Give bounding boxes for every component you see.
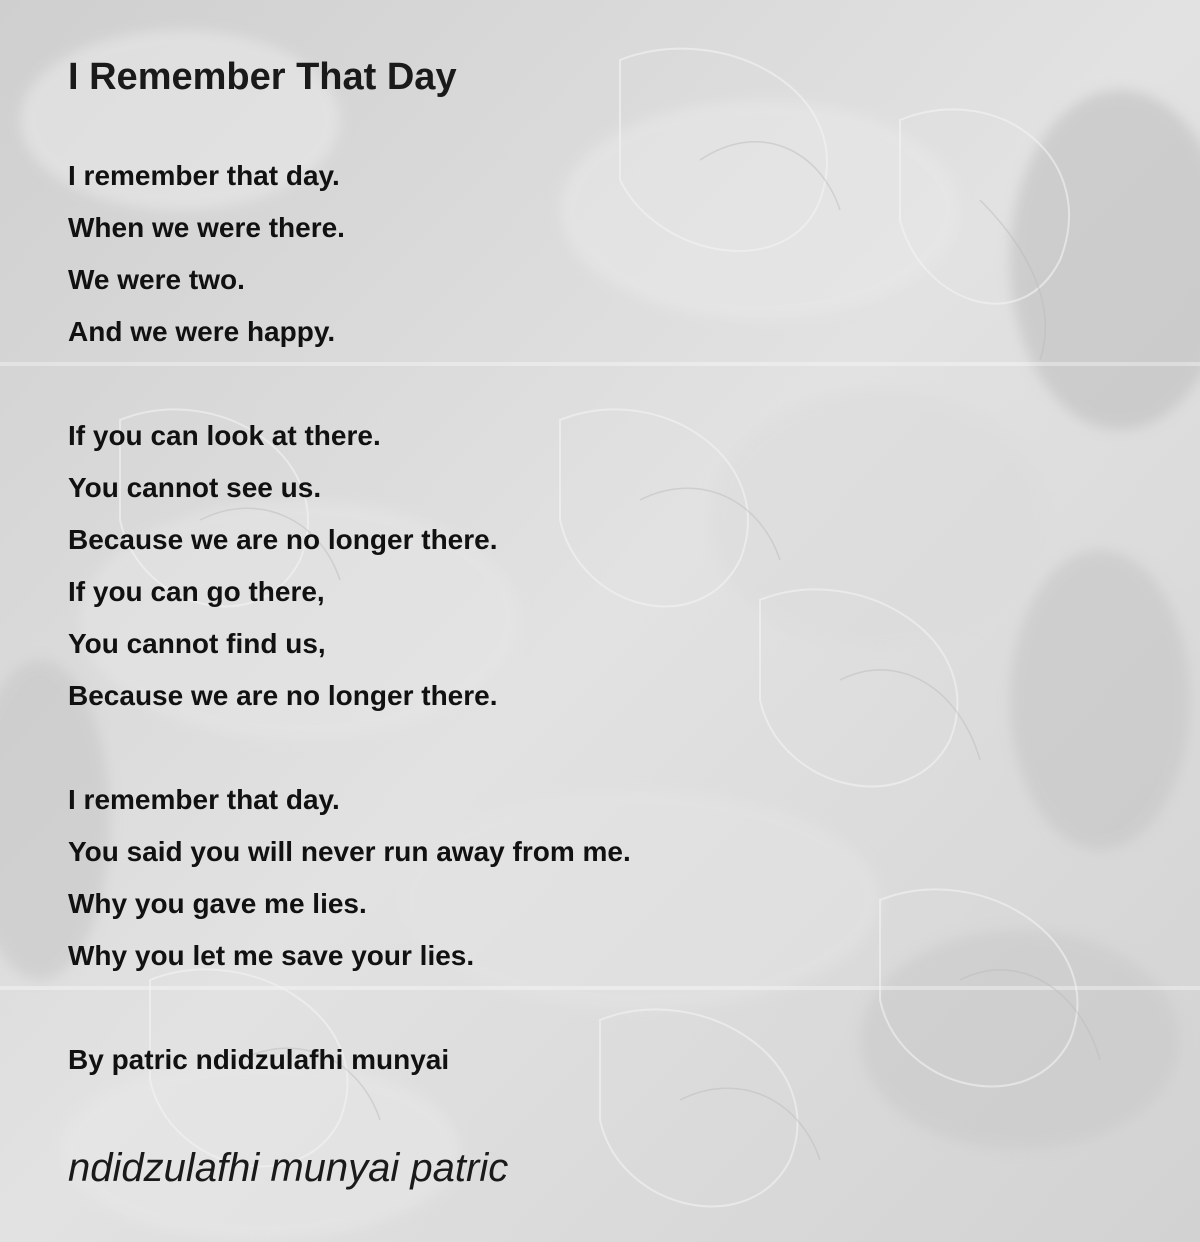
poem-line: Because we are no longer there. — [68, 524, 498, 555]
stanza — [68, 150, 631, 358]
poem-line: If you can look at there. — [68, 420, 381, 451]
poem-line: I remember that day. — [68, 784, 340, 815]
author-signature: ndidzulafhi munyai patric — [68, 1146, 509, 1190]
stanza — [68, 774, 631, 982]
stanza — [68, 410, 631, 722]
poem-body — [68, 150, 631, 982]
poem-line: If you can go there, — [68, 576, 325, 607]
stanza-gap — [68, 722, 631, 774]
poem-line: We were two. — [68, 264, 245, 295]
poem-line: And we were happy. — [68, 316, 336, 347]
poem-line: You said you will never run away from me. — [68, 836, 631, 867]
poem-line: I remember that day. — [68, 160, 340, 191]
poem-line: You cannot find us, — [68, 628, 326, 659]
poem-title: I Remember That Day — [68, 56, 457, 98]
poem-line: Why you let me save your lies. — [68, 940, 475, 971]
author-byline: By patric ndidzulafhi munyai — [68, 1044, 450, 1075]
poem-line: You cannot see us. — [68, 472, 322, 503]
poem-line: Because we are no longer there. — [68, 680, 498, 711]
poem-line: Why you gave me lies. — [68, 888, 367, 919]
poem-line: When we were there. — [68, 212, 345, 243]
stanza-gap — [68, 358, 631, 410]
